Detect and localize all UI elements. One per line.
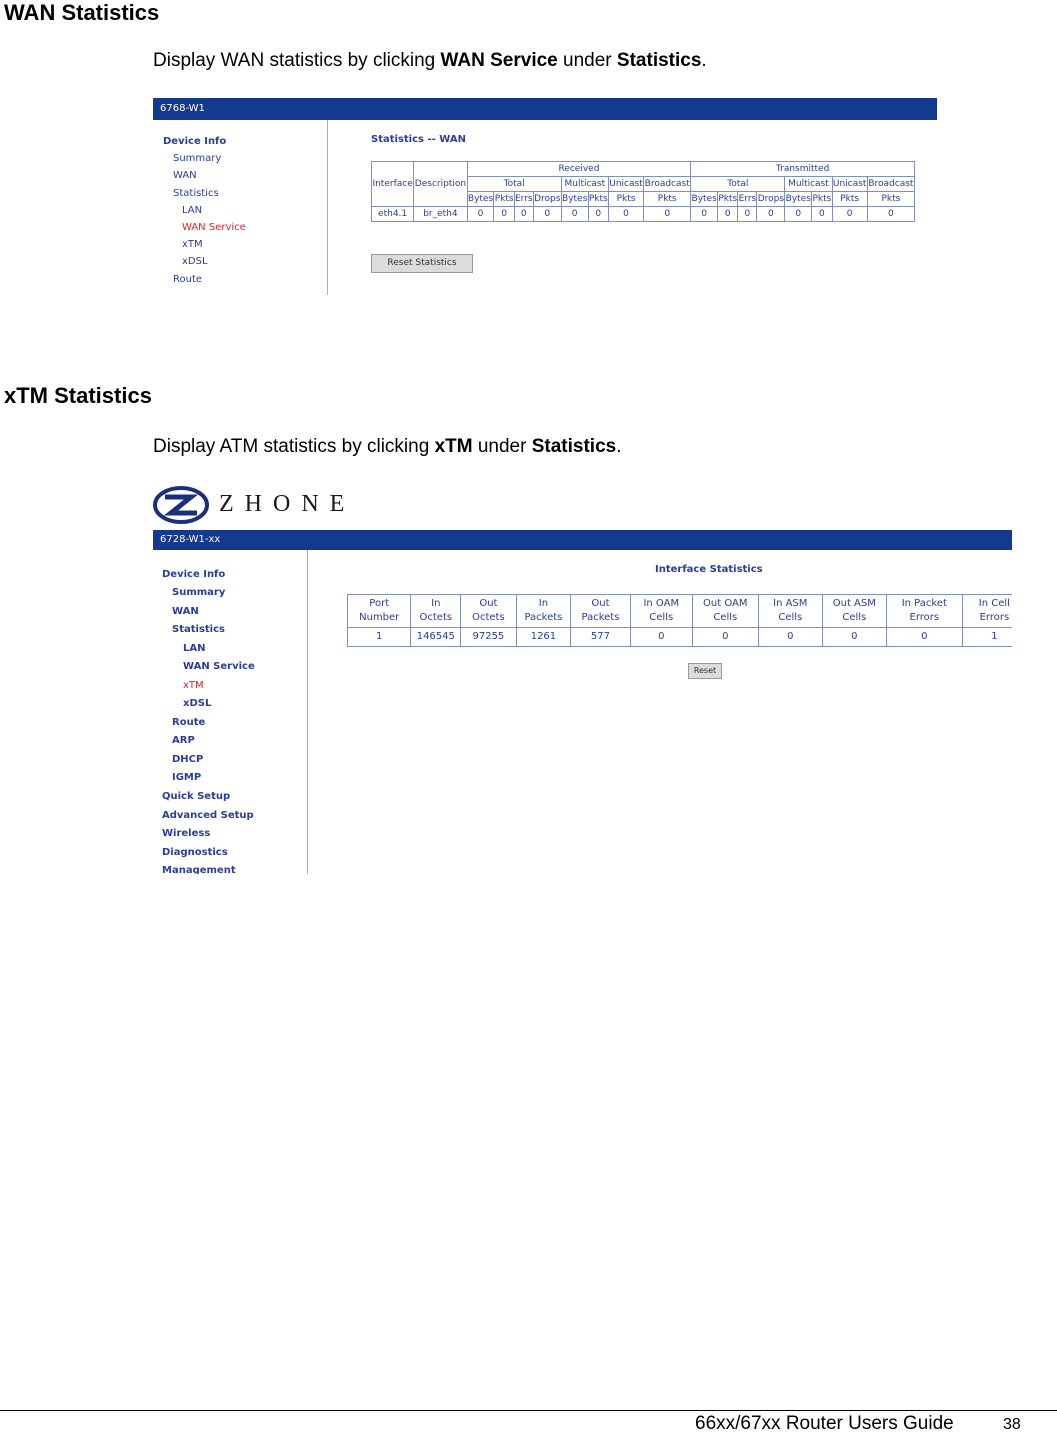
header-pkts: Pkts — [718, 192, 738, 207]
table-cell: 0 — [494, 207, 514, 222]
table-cell: 0 — [757, 207, 785, 222]
header-line: Out OAM — [703, 598, 748, 609]
wan-statistics-paragraph — [153, 50, 707, 72]
header-line: Packets — [524, 612, 563, 623]
header-in-oam-cells — [630, 595, 692, 628]
table-cell: 146545 — [411, 628, 461, 647]
header-port-number — [348, 595, 411, 628]
header-broadcast: Broadcast — [644, 177, 691, 192]
header-in-packet-errors — [886, 595, 962, 628]
header-drops: Drops — [533, 192, 561, 207]
sidebar-item-diagnostics[interactable]: Diagnostics — [162, 847, 228, 858]
table-cell: 0 — [630, 628, 692, 647]
header-pkts: Pkts — [832, 192, 867, 207]
title-bar: 6768-W1 — [153, 98, 937, 120]
header-in-cell-errors — [962, 595, 1012, 628]
header-line: Port — [369, 598, 390, 609]
header-line: Out ASM — [832, 598, 876, 609]
sidebar-item-wireless[interactable]: Wireless — [162, 828, 211, 839]
para-text: Display WAN statistics by clicking — [153, 50, 441, 71]
sidebar-item-wan-service[interactable]: WAN Service — [183, 661, 255, 672]
interface-stats-table-clip — [347, 594, 1012, 649]
header-unicast: Unicast — [608, 177, 643, 192]
header-pkts: Pkts — [588, 192, 608, 207]
sidebar-item-xtm[interactable]: xTM — [182, 239, 203, 250]
sidebar-item-summary[interactable]: Summary — [172, 587, 226, 598]
header-line: In Packet — [901, 598, 947, 609]
page-title: Statistics -- WAN — [371, 134, 466, 145]
header-drops: Drops — [757, 192, 785, 207]
zhone-logo — [153, 485, 363, 525]
sidebar-item-statistics[interactable]: Statistics — [173, 188, 219, 199]
sidebar-item-advanced-setup[interactable]: Advanced Setup — [162, 810, 254, 821]
para-bold-statistics: Statistics — [616, 50, 702, 71]
header-line: In ASM — [773, 598, 808, 609]
para-bold-statistics: Statistics — [531, 436, 617, 457]
reset-button[interactable]: Reset — [688, 663, 722, 679]
page-number: 38 — [1003, 1416, 1021, 1433]
header-line: Cells — [713, 612, 738, 623]
sidebar-item-arp[interactable]: ARP — [172, 735, 195, 746]
sidebar-item-wan[interactable]: WAN — [173, 170, 197, 181]
sidebar-item-statistics[interactable]: Statistics — [172, 624, 225, 635]
table-cell: 0 — [691, 207, 718, 222]
table-cell: 0 — [588, 207, 608, 222]
header-line: Packets — [581, 612, 620, 623]
header-out-octets — [461, 595, 516, 628]
sidebar-divider — [307, 550, 308, 874]
sidebar-item-summary[interactable]: Summary — [173, 153, 222, 164]
para-bold-xtm: xTM — [434, 436, 473, 457]
para-bold-wan-service: WAN Service — [440, 50, 558, 71]
header-errs: Errs — [514, 192, 533, 207]
table-cell: 0 — [758, 628, 822, 647]
cell-description: br_eth4 — [414, 207, 467, 222]
header-multicast: Multicast — [561, 177, 608, 192]
header-total: Total — [467, 177, 561, 192]
sidebar-item-wan[interactable]: WAN — [172, 606, 199, 617]
page-title: Interface Statistics — [655, 564, 763, 575]
table-cell: 0 — [738, 207, 757, 222]
header-line: Out — [591, 598, 610, 609]
header-in-asm-cells — [758, 595, 822, 628]
sidebar-item-lan[interactable]: LAN — [182, 205, 203, 216]
table-cell: 0 — [692, 628, 758, 647]
zhone-logo-text: ZHONE — [219, 491, 356, 517]
table-cell: 0 — [867, 207, 914, 222]
table-cell: 0 — [718, 207, 738, 222]
sidebar-item-wan-service[interactable]: WAN Service — [182, 222, 246, 233]
table-cell: 1261 — [516, 628, 571, 647]
reset-statistics-button[interactable]: Reset Statistics — [371, 254, 473, 273]
sidebar-item-xdsl[interactable]: xDSL — [182, 256, 208, 267]
header-bytes: Bytes — [467, 192, 494, 207]
header-line: Number — [359, 612, 400, 623]
header-line: Errors — [909, 612, 940, 623]
table-cell: 0 — [886, 628, 962, 647]
header-line: Out — [479, 598, 498, 609]
xtm-statistics-heading: xTM Statistics — [4, 383, 152, 408]
header-bytes: Bytes — [785, 192, 812, 207]
header-line: In OAM — [643, 598, 680, 609]
sidebar-item-route[interactable]: Route — [172, 717, 206, 728]
header-pkts: Pkts — [644, 192, 691, 207]
header-out-oam-cells — [692, 595, 758, 628]
table-cell: 0 — [467, 207, 494, 222]
table-cell: 0 — [785, 207, 812, 222]
sidebar-item-route[interactable]: Route — [173, 274, 203, 285]
header-total: Total — [691, 177, 785, 192]
sidebar-divider — [327, 120, 328, 295]
table-cell: 0 — [822, 628, 886, 647]
header-line: In — [431, 598, 441, 609]
header-received: Received — [467, 162, 691, 177]
para-text: Display ATM statistics by clicking — [153, 436, 435, 457]
table-cell: 1 — [348, 628, 411, 647]
wan-statistics-heading: WAN Statistics — [4, 0, 160, 25]
header-multicast: Multicast — [785, 177, 832, 192]
sidebar-item-management[interactable]: Management — [162, 865, 236, 874]
wan-screenshot — [153, 98, 937, 296]
header-description: Description — [414, 162, 467, 207]
header-unicast: Unicast — [832, 177, 867, 192]
xtm-statistics-paragraph — [153, 436, 621, 458]
header-line: Cells — [778, 612, 803, 623]
table-cell: 1 — [962, 628, 1012, 647]
header-in-octets — [411, 595, 461, 628]
sidebar-item-igmp[interactable]: IGMP — [172, 772, 202, 783]
para-text: . — [701, 50, 707, 71]
xtm-screenshot — [153, 530, 1012, 874]
header-in-packets — [516, 595, 571, 628]
header-line: Octets — [472, 612, 505, 623]
footer-guide-title: 66xx/67xx Router Users Guide — [695, 1413, 954, 1434]
zhone-logo-mark-icon — [153, 485, 209, 525]
header-line: In Cell — [978, 598, 1010, 609]
header-pkts: Pkts — [812, 192, 832, 207]
header-broadcast: Broadcast — [867, 177, 914, 192]
header-out-asm-cells — [822, 595, 886, 628]
sidebar-item-xtm[interactable]: xTM — [183, 680, 204, 691]
sidebar-item-dhcp[interactable]: DHCP — [172, 754, 204, 765]
sidebar-item-xdsl[interactable]: xDSL — [183, 698, 212, 709]
table-cell: 97255 — [461, 628, 516, 647]
header-line: Errors — [979, 612, 1010, 623]
header-line: Cells — [649, 612, 674, 623]
table-cell: 0 — [514, 207, 533, 222]
para-text: . — [616, 436, 622, 457]
para-text: under — [472, 436, 532, 457]
header-bytes: Bytes — [691, 192, 718, 207]
interface-stats-table — [347, 594, 1012, 647]
wan-stats-table — [371, 161, 915, 222]
header-pkts: Pkts — [608, 192, 643, 207]
header-errs: Errs — [738, 192, 757, 207]
header-pkts: Pkts — [494, 192, 514, 207]
table-cell: 0 — [533, 207, 561, 222]
header-interface: Interface — [372, 162, 414, 207]
table-cell: 0 — [832, 207, 867, 222]
cell-interface: eth4.1 — [372, 207, 414, 222]
header-line: Octets — [419, 612, 453, 623]
sidebar-item-lan[interactable]: LAN — [183, 643, 206, 654]
footer-divider — [0, 1410, 1057, 1411]
header-bytes: Bytes — [561, 192, 588, 207]
header-pkts: Pkts — [867, 192, 914, 207]
header-out-packets — [571, 595, 630, 628]
header-line: In — [538, 598, 549, 609]
header-transmitted: Transmitted — [691, 162, 915, 177]
sidebar-item-device-info[interactable]: Device Info — [163, 136, 227, 147]
sidebar-item-device-info[interactable]: Device Info — [162, 569, 226, 580]
table-cell: 0 — [608, 207, 643, 222]
title-bar: 6728-W1-xx — [153, 530, 1012, 550]
table-cell: 0 — [561, 207, 588, 222]
sidebar-item-quick-setup[interactable]: Quick Setup — [162, 791, 231, 802]
table-cell: 577 — [571, 628, 630, 647]
table-cell: 0 — [812, 207, 832, 222]
para-text: under — [557, 50, 617, 71]
header-line: Cells — [842, 612, 867, 623]
table-cell: 0 — [644, 207, 691, 222]
